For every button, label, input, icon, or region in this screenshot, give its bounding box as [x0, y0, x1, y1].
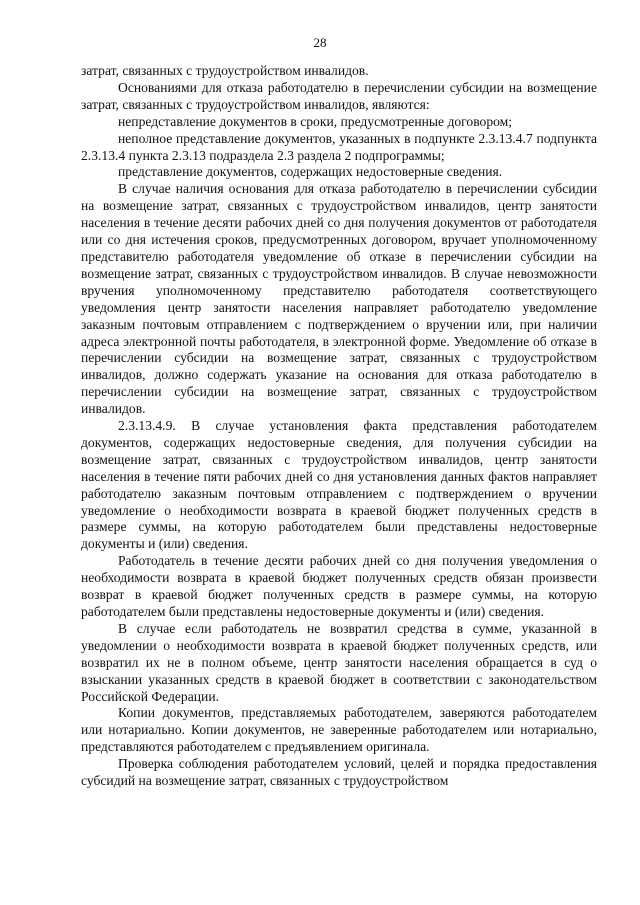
paragraph-ground-incomplete-documents: неполное представление документов, указанных в подпункте 2.3.13.4.7 подпункта 2.3.13.4 пункта 2.3.13 подраздела 2.3 раздела 2 подпрограммы; [81, 130, 597, 163]
paragraph-court-recovery: В случае если работодатель не возвратил средства в сумме, указанной в уведомлении о необходимости возврата в краевой бюджет полученных средств, или возвратил их не в полном объеме, центр занятости населения обращается в суд о взыскании указанных средств в краевой бюджет в соответствии с законодательством Российской Федерации. [81, 620, 597, 704]
paragraph-clause-2-3-13-4-9: 2.3.13.4.9. В случае установления факта представления работодателем документов, содержащих недостоверные сведения, для получения субсидии на возмещение затрат, связанных с трудоустройством инвалидов, центр занятости населения в течение пяти рабочих дней со дня установления данных фактов направляет работодателю заказным почтовым отправлением с подтверждением о вручении уведомление о необходимости возврата в краевой бюджет полученных средств в размере суммы, на которую работодателем были представлены недостоверные документы и (или) сведения. [81, 418, 597, 552]
paragraph-continuation: затрат, связанных с трудоустройством инвалидов. [81, 63, 369, 78]
paragraph-ground-late-documents: непредставление документов в сроки, предусмотренные договором; [118, 113, 513, 129]
paragraph-ground-false-information: представление документов, содержащих недостоверные сведения. [118, 164, 503, 180]
paragraph-employer-return: Работодатель в течение десяти рабочих дней со дня получения уведомления о необходимости возврата в краевой бюджет полученных средств обязан произвести возврат в краевой бюджет полученных средств в размере суммы, на которую работодателем были представлены недостоверные документы и (или) сведения. [81, 553, 597, 619]
paragraph-refusal-grounds: Основаниями для отказа работодателю в перечислении субсидии на возмещение затрат, связанных с трудоустройством инвалидов, являются: [81, 79, 597, 112]
paragraph-document-copies: Копии документов, представляемых работодателем, заверяются работодателем или нотариально. Копии документов, не заверенные работодателем или нотариально, представляются работодателем с предъявлением оригинала. [81, 705, 597, 755]
paragraph-compliance-check: Проверка соблюдения работодателем условий, целей и порядка предоставления субсидий на возмещение затрат, связанных с трудоустройством [81, 756, 597, 789]
paragraph-refusal-notice: В случае наличия основания для отказа работодателю в перечислении субсидии на возмещение затрат, связанных с трудоустройством инвалидов, центр занятости населения в течение десяти рабочих дней со дня получения документов от работодателя или со дня истечения сроков, предусмотренных договором, вручает уполномоченному представителю работодателя уведомление об отказе в перечислении субсидии на возмещение затрат, связанных с трудоустройством инвалидов. В случае невозможности вручения уполномоченному представителю работодателя соответствующего уведомления центр занятости населения направляет работодателю уведомление заказным почтовым отправлением с подтверждением о вручении или, при наличии адреса электронной почты работодателя, в электронной форме. Уведомление об отказе в перечислении субсидии на возмещение затрат, связанных с трудоустройством инвалидов, должно содержать указание на основания для отказа работодателю в перечислении субсидии на возмещение затрат, связанных с трудоустройством инвалидов. [81, 181, 597, 417]
document-body [81, 63, 597, 790]
page-number: 28 [313, 35, 327, 50]
